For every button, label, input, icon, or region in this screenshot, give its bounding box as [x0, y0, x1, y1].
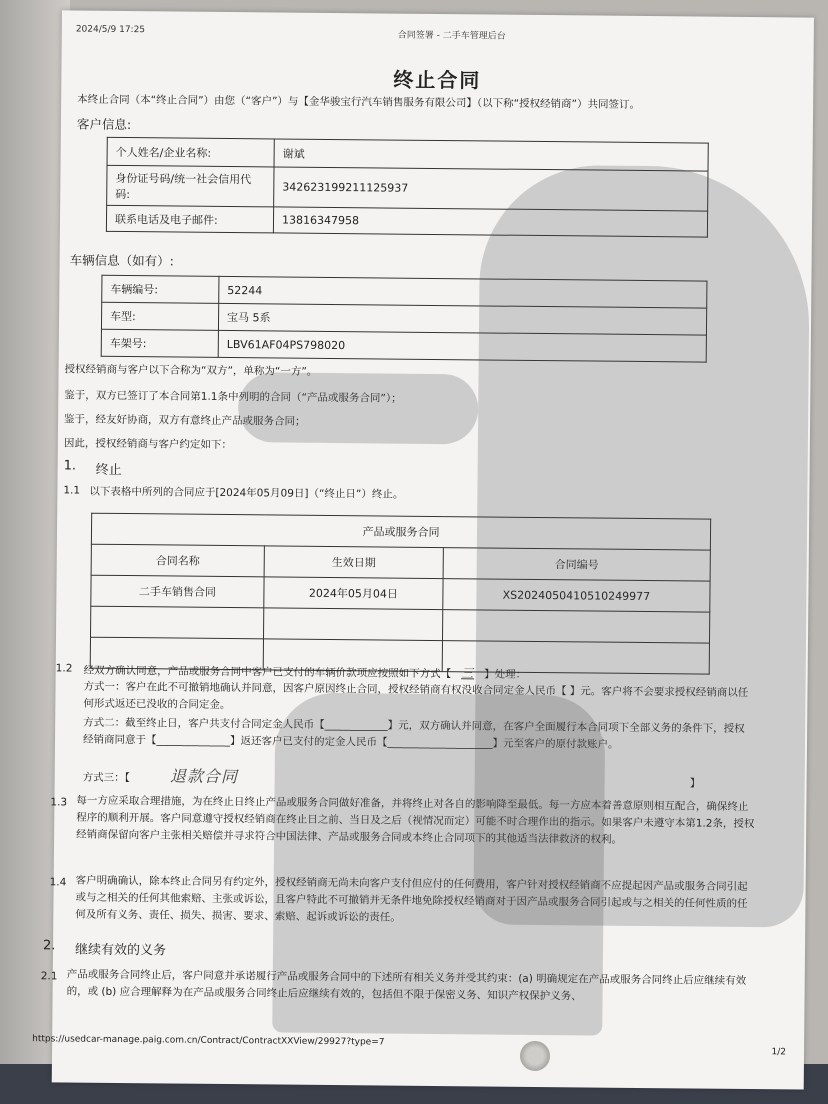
- clause-1-2-number: 1.2: [55, 662, 73, 675]
- vehicle-number-label: 车辆编号:: [102, 275, 219, 303]
- clause-2-1-number: 2.1: [40, 970, 58, 983]
- header-contract-number: 合同编号: [443, 548, 710, 582]
- vehicle-model-value: 宝马 5系: [218, 303, 706, 335]
- clause-1-3-number: 1.3: [50, 796, 68, 809]
- clause-1-2-tail: 】处理：: [484, 668, 527, 681]
- document-title: 终止合同: [393, 67, 482, 93]
- section-2-number: 2.: [42, 938, 56, 954]
- vehicle-row-vin: [101, 329, 706, 362]
- section-2-title: 继续有效的义务: [74, 942, 167, 959]
- section-1-number: 1.: [63, 458, 77, 474]
- way-2-text: 方式二：截至终止日，客户共支付合同定金人民币【____________】元，双方确认并同意，在客户全面履行本合同项下全部义务的条件下，授权经销商同意于【______________】返还客户已支付的定金人民币【____________________】元至客户的原付款账户。: [82, 716, 745, 751]
- vehicle-info-label: 车辆信息（如有）:: [69, 252, 174, 269]
- vehicle-number-value: 52244: [219, 276, 707, 308]
- therefore-clause: 因此，授权经销商与客户约定如下：: [63, 437, 232, 452]
- header-effective-date: 生效日期: [264, 546, 443, 579]
- way-3-close: 】: [689, 777, 701, 790]
- paper-punch-mark: [520, 1041, 550, 1071]
- whereas-clause-1: 鉴于，双方已签订了本合同第1.1条中列明的合同（“产品或服务合同”）；: [64, 389, 402, 405]
- intro-text: 本终止合同（本“终止合同”）由您（“客户”）与【金华骏宝行汽车销售服务有限公司】（以下称“授权经销商”）共同签订。: [77, 93, 641, 111]
- header-contract-name: 合同名称: [91, 544, 264, 577]
- vehicle-vin-value: LBV61AF04PS798020: [218, 330, 706, 362]
- contract-number-cell: XS2024050410510249977: [443, 579, 710, 613]
- way-3-handwritten-value: 退款合同: [169, 766, 239, 787]
- customer-name-label: 个人姓名/企业名称:: [107, 137, 274, 167]
- clause-1-1-text: 以下表格中所列的合同应于[2024年05月09日]（“终止日”）终止。: [89, 485, 404, 501]
- contract-table-caption: 产品或服务合同: [91, 513, 710, 550]
- parties-definition: 授权经销商与客户以下合称为“双方”，单称为“一方”。: [64, 363, 318, 378]
- print-datetime: 2024/5/9 17:25: [75, 24, 146, 36]
- effective-date-cell: 2024年05月04日: [264, 577, 443, 610]
- section-1-title: 终止: [95, 462, 122, 478]
- contract-number-cell: [442, 610, 709, 644]
- customer-id-label: 身份证号码/统一社会信用代码:: [107, 165, 274, 207]
- page-number: 1/2: [771, 1047, 787, 1058]
- customer-contact-label: 联系电话及电子邮件:: [106, 205, 273, 233]
- vehicle-vin-label: 车架号:: [101, 329, 218, 357]
- way-3-line: [82, 766, 701, 790]
- footer-url: https://usedcar-manage.paig.com.cn/Contract/ContractXXView/29927?type=7: [32, 1034, 385, 1048]
- customer-id-value: 342623199211125937: [274, 167, 708, 211]
- clause-2-1-text: 产品或服务合同终止后，客户同意并承诺履行产品或服务合同中的下述所有相关义务并受其约束：(a) 明确规定在产品或服务合同终止后应继续有效的，或 (b) 应合理解释为在产品或服务合同终止后应继续有效的，包括但不限于保密义务、知识产权保护义务、: [66, 968, 747, 1003]
- clause-1-1-number: 1.1: [63, 484, 81, 497]
- effective-date-cell: [263, 608, 442, 641]
- clause-1-2-text: 经双方确认同意，产品或服务合同中客户已支付的车辆价款项应按照如下方式【: [83, 664, 452, 681]
- print-page-title: 合同签署 - 二手车管理后台: [397, 30, 506, 42]
- clause-1-3-text: 每一方应采取合理措施，为在终止日终止产品或服务合同做好准备，并将终止对各自的影响降至最低。每一方应本着善意原则相互配合，确保终止程序的顺利开展。客户同意遵守授权经销商在终止日之前、当日及之后（视情况而定）可能不时合理作出的指示。如果客户未遵守本第1.2条，授权经销商保留向客户主张相关赔偿并寻求符合中国法律、产品或服务合同或本终止合同项下的其他适当法律救济的权利。: [76, 794, 755, 846]
- customer-contact-value: 13816347958: [273, 207, 707, 237]
- customer-info-label: 客户信息:: [76, 116, 132, 133]
- contract-name-cell: 二手车销售合同: [91, 575, 264, 608]
- way-3-label: 方式三：【: [82, 771, 130, 785]
- customer-info-table: [106, 137, 709, 238]
- finger-shadow: [238, 372, 479, 444]
- contract-table: [90, 513, 711, 675]
- customer-name-value: 谢斌: [274, 139, 708, 171]
- way-1-text: 方式一：客户在此不可撤销地确认并同意，因客户原因终止合同，授权经销商有权没收合同定金人民币【 】元。客户将不会要求授权经销商以任何形式返还已没收的合同定金。: [83, 680, 749, 712]
- contract-paper: [32, 10, 814, 1089]
- clause-1-4-number: 1.4: [49, 876, 67, 889]
- clause-1-2-choice: 三: [461, 666, 475, 681]
- customer-row-id: [107, 165, 708, 211]
- whereas-clause-2: 鉴于，经友好协商，双方有意终止产品或服务合同；: [64, 413, 306, 428]
- contract-name-cell: [91, 606, 264, 639]
- vehicle-info-table: [101, 275, 708, 363]
- customer-row-contact: [106, 205, 707, 237]
- clause-1-4-text: 客户明确确认，除本终止合同另有约定外，授权经销商无尚未向客户支付但应付的任何费用，客户针对授权经销商不应提起因产品或服务合同引起或与之相关的任何其他索赔、主张或诉讼，且客户特此不可撤销并无条件地免除授权经销商对于因产品或服务合同引起或与之相关的任何性质的任何及所有义务、责任、损失、损害、要求、索赔、起诉或诉讼的责任。: [75, 874, 748, 924]
- vehicle-model-label: 车型:: [101, 302, 218, 330]
